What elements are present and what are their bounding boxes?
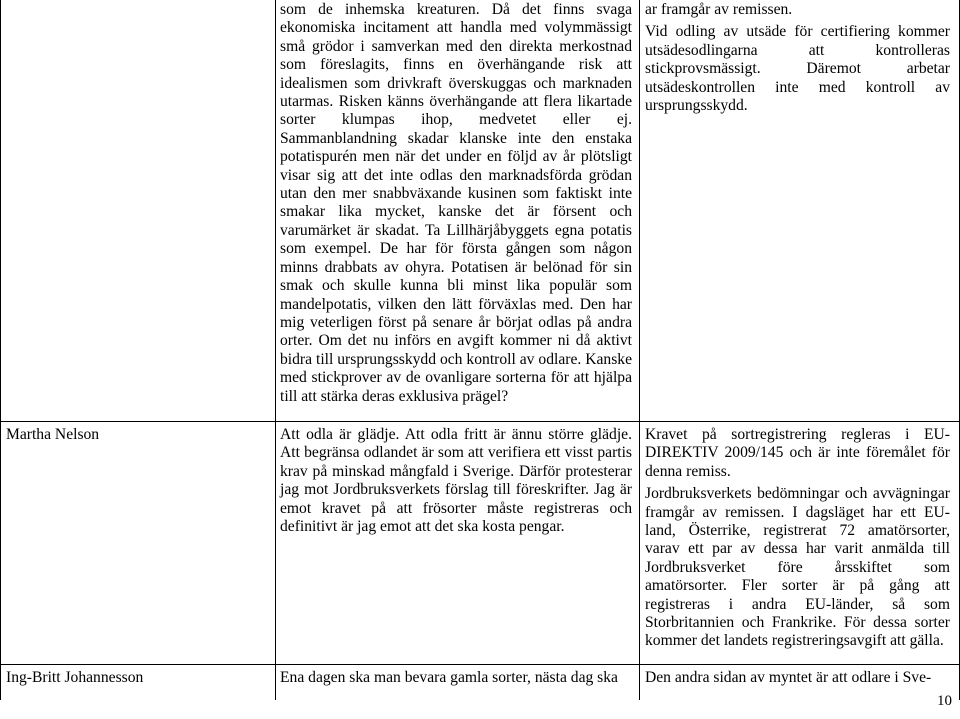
row2-name: Martha Nelson: [6, 426, 100, 443]
row1-comment: [280, 1, 632, 406]
row3-name: Ing-Britt Johannesson: [6, 669, 144, 686]
row1-response-text-1: ar framgår av remissen.: [645, 1, 793, 18]
table-rule-col2: [639, 0, 640, 700]
page-number: 10: [937, 693, 952, 709]
row1-response: [645, 1, 950, 115]
row3-response: [645, 669, 955, 687]
table-rule-row2: [0, 664, 960, 665]
row2-response-text-1: Kravet på sortregistrering regleras i EU-DIREKTIV 2009/145 och är inte föremålet för denna remiss.: [645, 426, 950, 480]
row1-comment-text: som de inhemska kreaturen. Då det finns svaga ekonomiska incitament att handla med volymmässigt små grödor i samverkan med den direkta merkostnad som föreslagits, finns en överhängande risk att idealismen som drivkraft överskuggas och marknaden utarmas. Risken känns överhängande att flera likartade sorter klumpas ihop, medvetet eller ej. Sammanblandning skadar klanske inte den enstaka potatispurén men när det under en följd av år plötsligt visar sig att det inte odlas den marknadsförda grödan utan den mer snabbväxande kusinen som faktiskt inte smakar lika mycket, kanske det är försent och varumärket är skadat. Ta Lillhärjåbyggets egna potatis som exempel. De har för första gången som någon minns drabbats av ohyra. Potatisen är belönad för sin smak och skulle kunna bli minst lika populär som mandelpotatis, vilken den lätt förväxlas med. Den har mig veterligen först på senare år börjat odlas på andra orter. Om det nu införs en avgift kommer ni då aktivt bidra till ursprungsskydd och kontroll av odlare. Kanske med stickprover av de ovanligare sorterna för att hjälpa till att stärka deras exklusiva prägel?: [280, 1, 632, 405]
table-rule-row1: [0, 421, 960, 422]
row3-comment-text: Ena dagen ska man bevara gamla sorter, nästa dag ska: [280, 669, 618, 686]
row1-response-text-2: Vid odling av utsäde för certifiering kommer utsädesodlingarna att kontrolleras stickprovsmässigt. Däremot arbetar utsädeskontrollen inte med kontroll av ursprungsskydd.: [645, 23, 950, 115]
row2-comment: [280, 426, 632, 536]
row2-comment-text: Att odla är glädje. Att odla fritt är ännu större glädje. Att begränsa odlandet är som att verifiera ett visst partis krav på minskad mångfald i Sverige. Därför protesterar jag mot Jordbruksverkets förslag till föreskrifter. Jag är emot kravet på att frösorter måste registreras och definitivt är jag emot att det ska kosta pengar.: [280, 426, 632, 536]
table-rule-col1: [275, 0, 276, 700]
row2-response: [645, 426, 950, 651]
table-rule-left: [0, 0, 1, 700]
row3-response-text: Den andra sidan av myntet är att odlare i Sve-: [645, 669, 932, 686]
row3-comment: [280, 669, 635, 687]
row2-response-text-2: Jordbruksverkets bedömningar och avvägningar framgår av remissen. I dagsläget har ett EU-land, Österrike, registrerat 72 amatörsorter, varav ett par av dessa har varit anmälda till Jordbruksverket före årsskiftet som amatörsorter. Fler sorter är på gång att registreras i andra EU-länder, så som Storbritannien och Frankrike. För dessa sorter kommer det landets registreringsavgift att gälla.: [645, 485, 950, 650]
